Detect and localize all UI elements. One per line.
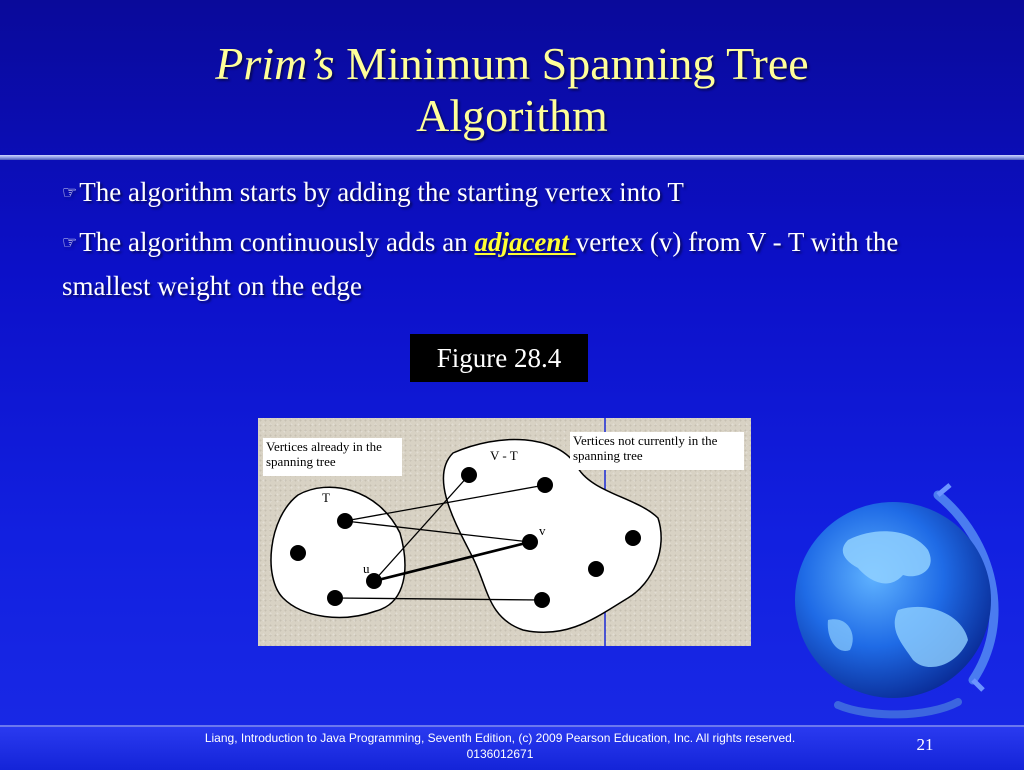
page-number: 21	[916, 735, 934, 754]
note-not-in-tree: Vertices not currently in the spanning tree	[570, 432, 744, 470]
pointing-hand-icon: ☞	[62, 183, 78, 202]
title-italic: Prim’s	[215, 38, 335, 89]
footer-bar	[0, 725, 1024, 770]
slide-title	[0, 38, 1024, 142]
vertex-v-label: v	[539, 523, 546, 538]
vertex	[537, 477, 553, 493]
bullet-2-text-after: vertex (v) from V - T with the smallest weight on the edge	[62, 227, 899, 301]
vertex	[290, 545, 306, 561]
vertex	[534, 592, 550, 608]
bullet-item-2	[62, 222, 942, 307]
vertex	[588, 561, 604, 577]
title-line-2: Algorithm	[416, 90, 608, 141]
note-in-tree: Vertices already in the spanning tree	[263, 438, 402, 476]
set-vt-label: V - T	[490, 448, 518, 463]
bullet-1-text: The algorithm starts by adding the starting vertex into T	[79, 177, 684, 207]
set-t-label: T	[322, 490, 330, 505]
globe-icon	[788, 480, 1024, 730]
bullet-list	[62, 172, 942, 313]
vertex	[327, 590, 343, 606]
title-rest: Minimum Spanning Tree	[334, 38, 809, 89]
vertex	[625, 530, 641, 546]
vertex-u-label: u	[363, 561, 370, 576]
title-divider	[0, 155, 1024, 160]
vertex	[461, 467, 477, 483]
prim-diagram	[258, 418, 751, 646]
vertex	[337, 513, 353, 529]
bullet-item-1	[62, 172, 942, 216]
vertex-v	[522, 534, 538, 550]
figure-label: Figure 28.4	[410, 334, 588, 382]
title-line-1	[0, 38, 1024, 90]
footer-credit: Liang, Introduction to Java Programming, Seventh Edition, (c) 2009 Pearson Education, Inc. All rights reserved. 0136012671	[204, 731, 796, 761]
bullet-2-text-before: The algorithm continuously adds an	[79, 227, 475, 257]
adjacent-highlight: adjacent	[474, 227, 576, 257]
pointing-hand-icon: ☞	[62, 233, 78, 252]
